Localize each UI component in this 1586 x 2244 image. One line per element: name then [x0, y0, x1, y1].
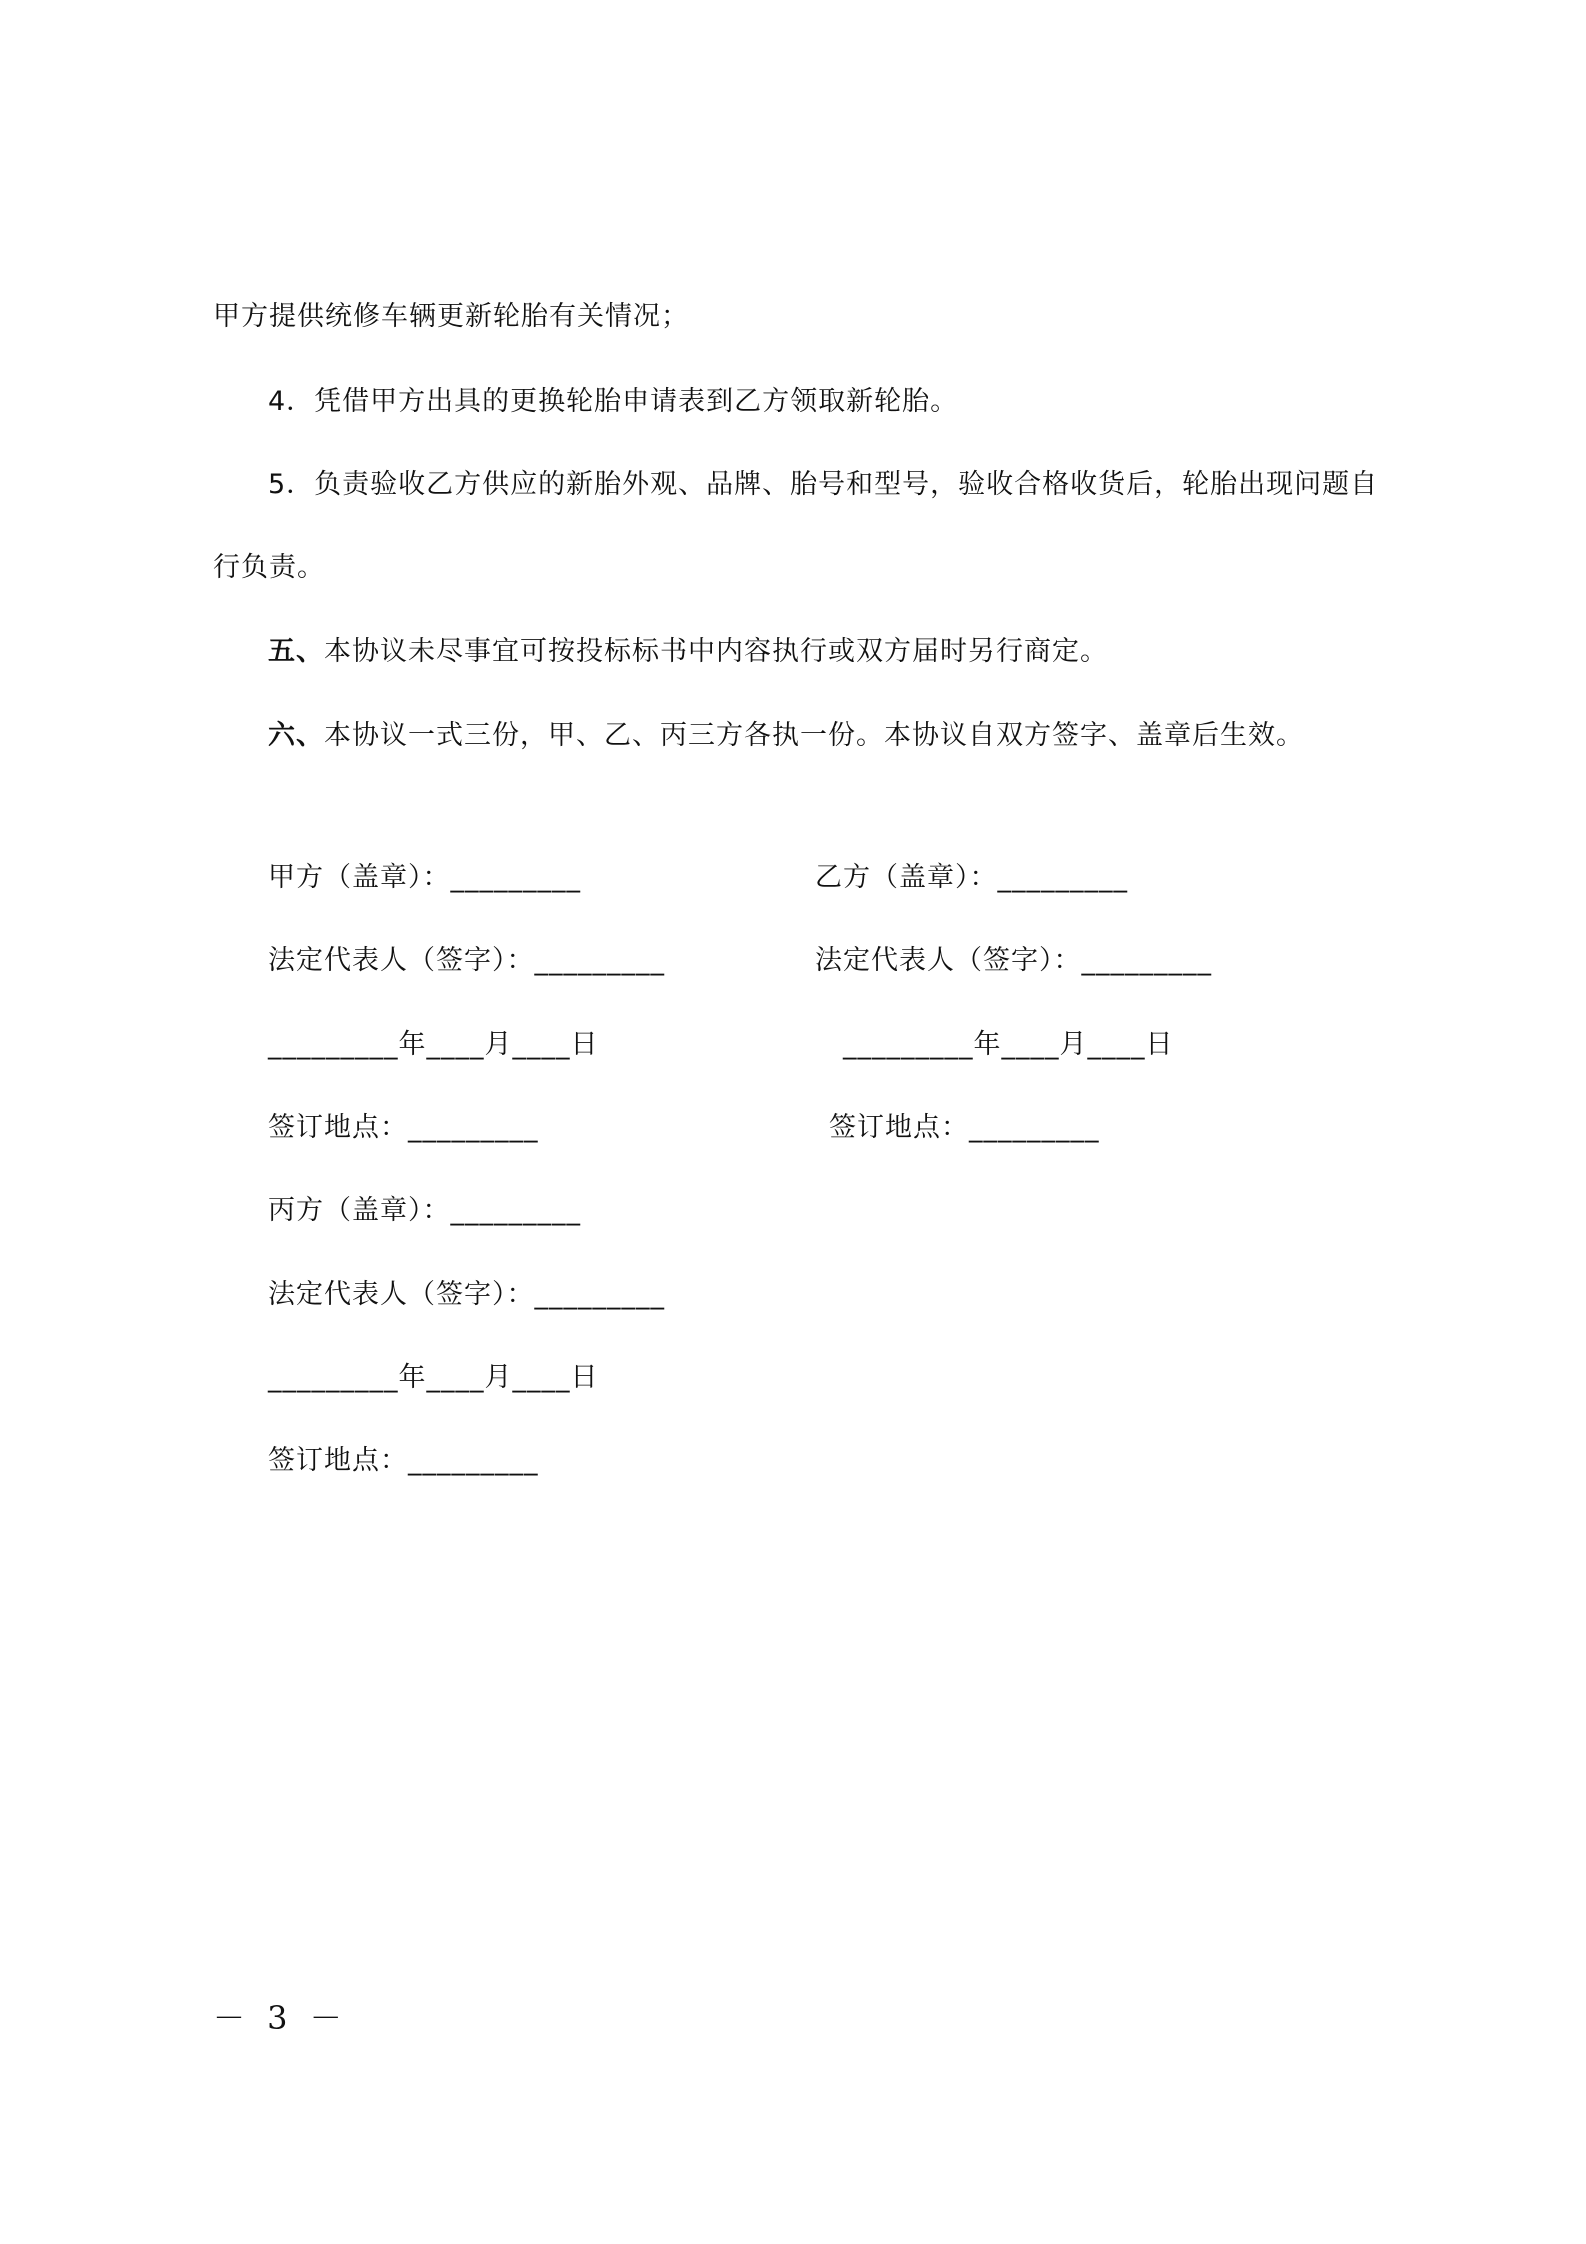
- party-a-place-field: 签订地点：_________: [268, 1112, 539, 1143]
- item-5-line-2: 行负责。: [213, 552, 325, 583]
- clause-6: [268, 718, 1304, 754]
- party-a-seal-field: 甲方（盖章）：_________: [268, 862, 581, 893]
- item-4: 4．凭借甲方出具的更换轮胎申请表到乙方领取新轮胎。: [268, 386, 959, 417]
- party-c-seal-field: 丙方（盖章）：_________: [268, 1195, 581, 1226]
- party-c-representative-field: 法定代表人（签字）：_________: [268, 1279, 665, 1310]
- clause-5-heading: 五、: [268, 636, 324, 667]
- page-number: － 3 －: [213, 1999, 348, 2037]
- party-a-date-field: _________年____月____日: [268, 1029, 599, 1060]
- party-b-seal-field: 乙方（盖章）：_________: [815, 862, 1128, 893]
- party-a-representative-field: 法定代表人（签字）：_________: [268, 945, 665, 976]
- party-b-place-field: 签订地点：_________: [829, 1112, 1100, 1143]
- item-5-line-1: 5．负责验收乙方供应的新胎外观、品牌、胎号和型号，验收合格收货后，轮胎出现问题自: [268, 469, 1379, 500]
- party-c-place-field: 签订地点：_________: [268, 1445, 539, 1476]
- party-b-representative-field: 法定代表人（签字）：_________: [815, 945, 1212, 976]
- body-line-1: 甲方提供统修车辆更新轮胎有关情况；: [213, 301, 689, 332]
- clause-6-text: 本协议一式三份，甲、乙、丙三方各执一份。本协议自双方签字、盖章后生效。: [324, 720, 1304, 751]
- clause-6-heading: 六、: [268, 720, 324, 751]
- clause-5-text: 本协议未尽事宜可按投标标书中内容执行或双方届时另行商定。: [324, 636, 1108, 667]
- party-c-date-field: _________年____月____日: [268, 1362, 599, 1393]
- clause-5: [268, 634, 1108, 670]
- party-b-date-field: _________年____月____日: [843, 1029, 1174, 1060]
